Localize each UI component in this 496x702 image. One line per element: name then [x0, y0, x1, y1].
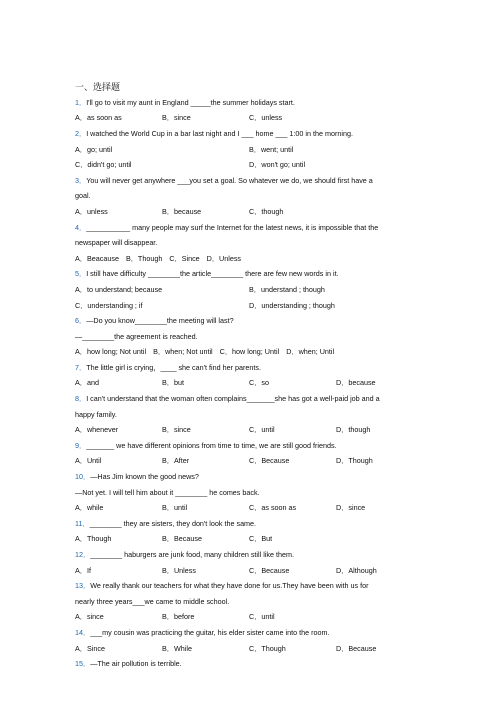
question-text: —The air pollution is terrible. [90, 659, 182, 669]
question-text: —Not yet. I will tell him about it ________ he comes back. [75, 487, 260, 497]
question [75, 660, 423, 669]
question-number: 15． [75, 659, 91, 669]
question-number: 14． [75, 627, 91, 637]
answer-option: D．Because [336, 643, 377, 653]
question-stem [75, 270, 423, 279]
question-text: ___my cousin was practicing the guitar, his elder sister came into the room. [90, 627, 330, 637]
options-row [75, 535, 423, 544]
options-row [75, 348, 423, 357]
question-text: ___________ many people may surf the Internet for the latest news, it is impossible that the [86, 222, 379, 232]
answer-option: A．how long; Not until [75, 347, 147, 357]
options-row [75, 302, 423, 311]
question [75, 99, 423, 124]
answer-option: D．though [336, 425, 371, 435]
options-row [75, 255, 423, 264]
question-text: I'll go to visit my aunt in England _____the summer holidays start. [86, 97, 295, 107]
answer-option: B．because [162, 206, 202, 216]
answer-option: D．Although [336, 565, 377, 575]
question [75, 224, 423, 264]
answer-option: B．Unless [162, 565, 196, 575]
question-number: 12． [75, 550, 91, 560]
question-number: 11． [75, 518, 90, 528]
question-stem [75, 473, 423, 482]
question-text: I can't understand that the woman often complains_______she has got a well-paid job and a [86, 394, 380, 404]
question-text: —________the agreement is reached. [75, 331, 198, 341]
options-row [75, 208, 423, 217]
answer-option: C．how long; Until [219, 347, 280, 357]
question-text: —Has Jim known the good news? [90, 472, 199, 482]
answer-option: C．though [249, 206, 284, 216]
question-number: 8． [75, 394, 87, 404]
question-stem-continued [75, 333, 423, 342]
options-row [75, 504, 423, 513]
question-text: goal. [75, 191, 91, 201]
question-stem [75, 520, 423, 529]
question-stem-continued [75, 239, 423, 248]
answer-option: C．Since [169, 253, 200, 263]
question-stem-continued [75, 192, 423, 201]
question-stem [75, 395, 423, 404]
question-list [75, 82, 423, 676]
answer-option: A．to understand; because [75, 284, 163, 294]
answer-option: B．went; until [249, 144, 294, 154]
options-row [75, 379, 423, 388]
question-text: We really thank our teachers for what they have done for us.They have been with us for [90, 581, 369, 591]
answer-option: B．After [162, 456, 190, 466]
questions-container [75, 99, 423, 669]
answer-option: B．understand ; though [249, 284, 325, 294]
answer-option: C．Though [249, 643, 286, 653]
answer-option: B．since [162, 113, 191, 123]
answer-option: B．until [162, 503, 188, 513]
question-text: —Do you know________the meeting will last? [86, 316, 234, 326]
answer-option: C．Because [249, 565, 290, 575]
question-stem [75, 442, 423, 451]
answer-option: A．Until [75, 456, 102, 466]
question-stem [75, 660, 423, 669]
options-row [75, 146, 423, 155]
answer-option: C．Because [249, 456, 290, 466]
section-title: 一、选择题 [75, 82, 121, 92]
question-number: 6． [75, 316, 87, 326]
question-number: 1． [75, 97, 87, 107]
answer-option: A．Though [75, 534, 112, 544]
options-row [75, 286, 423, 295]
question-stem [75, 224, 423, 233]
question-number: 2． [75, 128, 87, 138]
question [75, 270, 423, 310]
options-row [75, 613, 423, 622]
answer-option: A．Since [75, 643, 105, 653]
question [75, 520, 423, 545]
answer-option: C．understanding ; if [75, 300, 143, 310]
answer-option: A．If [75, 565, 91, 575]
answer-option: D．because [336, 378, 376, 388]
answer-option: D．since [336, 503, 366, 513]
answer-option: A．unless [75, 206, 108, 216]
question [75, 177, 423, 217]
answer-option: B．but [162, 378, 184, 388]
question [75, 442, 423, 467]
answer-option: B．Though [125, 253, 163, 263]
answer-option: C．unless [249, 113, 283, 123]
answer-option: A．whenever [75, 425, 119, 435]
question-number: 3． [75, 175, 87, 185]
question-stem [75, 551, 423, 560]
answer-option: A．go; until [75, 144, 113, 154]
answer-option: D．Unless [206, 253, 242, 263]
question-stem [75, 317, 423, 326]
answer-option: A．Beacause [75, 253, 119, 263]
question-number: 10． [75, 472, 91, 482]
options-row [75, 426, 423, 435]
question [75, 364, 423, 389]
answer-option: A．and [75, 378, 99, 388]
question-text: I watched the World Cup in a bar last night and I ___ home ___ 1:00 in the morning. [86, 128, 353, 138]
question-text: The little girl is crying，____ she can't find her parents. [86, 362, 261, 372]
answer-option: C．so [249, 378, 269, 388]
options-row [75, 645, 423, 654]
question [75, 317, 423, 357]
question-stem-continued [75, 598, 423, 607]
answer-option: D．understanding ; though [249, 300, 335, 310]
answer-option: D．when; Until [286, 347, 335, 357]
options-row [75, 161, 423, 170]
answer-option: A．as soon as [75, 113, 122, 123]
answer-option: D．won't go; until [249, 160, 306, 170]
question-text: happy family. [75, 409, 117, 419]
question-text: _______ we have different opinions from time to time, we are still good friends. [86, 440, 337, 450]
question-text: You will never get anywhere ___you set a goal. So whatever we do, we should first have a [86, 175, 373, 185]
options-row [75, 114, 423, 123]
question-number: 9． [75, 440, 87, 450]
question [75, 130, 423, 170]
question-number: 4． [75, 222, 87, 232]
question [75, 629, 423, 654]
question [75, 473, 423, 513]
question-number: 7． [75, 362, 87, 372]
question-text: newspaper will disappear. [75, 238, 158, 248]
answer-option: B．when; Not until [153, 347, 213, 357]
question-stem-continued [75, 411, 423, 420]
question-stem-continued [75, 489, 423, 498]
question-stem [75, 582, 423, 591]
question-number: 5． [75, 269, 87, 279]
question-stem [75, 99, 423, 108]
question-text: ________ haburgers are junk food, many children still like them. [90, 550, 294, 560]
question-stem [75, 177, 423, 186]
answer-option: B．Because [162, 534, 202, 544]
question [75, 395, 423, 435]
answer-option: A．since [75, 612, 104, 622]
answer-option: D．Though [336, 456, 373, 466]
answer-option: B．before [162, 612, 195, 622]
question-stem [75, 364, 423, 373]
question-text: nearly three years___we came to middle school. [75, 596, 230, 606]
answer-option: B．since [162, 425, 191, 435]
answer-option: C．until [249, 612, 275, 622]
question-number: 13． [75, 581, 91, 591]
options-row [75, 567, 423, 576]
question-text: I still have difficulty ________the article________ there are few new words in it. [86, 269, 339, 279]
question-stem [75, 629, 423, 638]
answer-option: C．until [249, 425, 275, 435]
question [75, 582, 423, 622]
question-text: ________ they are sisters, they don't look the same. [89, 518, 257, 528]
answer-option: A．while [75, 503, 104, 513]
options-row [75, 457, 423, 466]
question-stem [75, 130, 423, 139]
answer-option: C．But [249, 534, 273, 544]
question [75, 551, 423, 576]
answer-option: C．as soon as [249, 503, 297, 513]
answer-option: C．didn't go; until [75, 160, 132, 170]
answer-option: B．While [162, 643, 192, 653]
